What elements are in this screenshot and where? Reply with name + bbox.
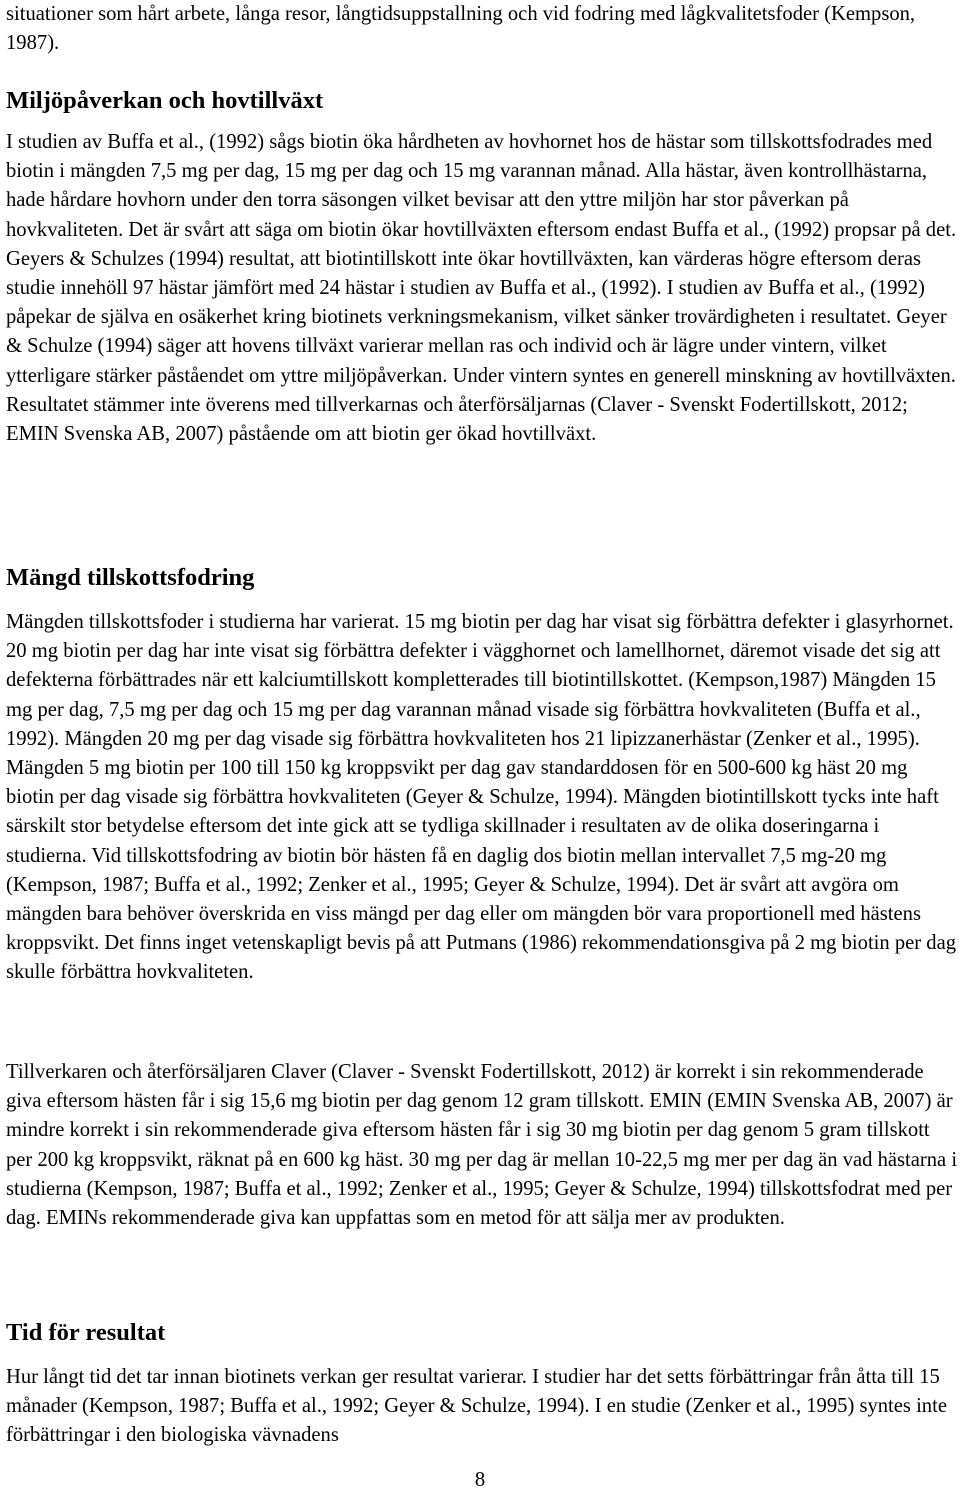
- section-heading-tid: Tid för resultat: [6, 1319, 166, 1346]
- intro-paragraph: situationer som hårt arbete, långa resor, långtidsuppstallning och vid fodring med lågkvalitetsfoder (Kempson, 1987).: [6, 3, 916, 55]
- section-heading-mangd: Mängd tillskottsfodring: [6, 564, 255, 591]
- paragraph-mangd-2: Tillverkaren och återförsäljaren Claver (Claver - Svenskt Fodertillskott, 2012) är korrekt i sin rekommenderade giva eftersom hästen får i sig 15,6 mg biotin per dag genom 12 gram tillskott. EMIN (EMIN Svenska AB, 2007) är mindre korrekt i sin rekommenderade giva eftersom hästen får i sig 30 mg biotin per dag genom 5 gram tillskott per 200 kg kroppsvikt, räknat på en 600 kg häst. 30 mg per dag är mellan 10-22,5 mg mer per dag än vad hästarna i studierna (Kempson, 1987; Buffa et al., 1992; Zenker et al., 1995; Geyer & Schulze, 1994) tillskottsfodrat med per dag. EMINs rekommenderade giva kan uppfattas som en metod för att sälja mer av produkten.: [6, 1061, 958, 1230]
- page-number: 8: [474, 1469, 486, 1491]
- section-heading-miljopaverkan: Miljöpåverkan och hovtillväxt: [6, 87, 324, 114]
- paragraph-mangd-1: Mängden tillskottsfoder i studierna har varierat. 15 mg biotin per dag har visat sig förbättra defekter i glasyrhornet. 20 mg biotin per dag har inte visat sig förbättra defekter i vägghornet och lamellhornet, däremot visade det sig att defekterna förbättrades när ett kalciumtillskott kompletterades till biotintillskottet. (Kempson,1987) Mängden 15 mg per dag, 7,5 mg per dag och 15 mg per dag varannan månad visade sig förbättra hovkvaliteten (Buffa et al., 1992). Mängden 20 mg per dag visade sig förbättra hovkvaliteten hos 21 lipizzanerhästar (Zenker et al., 1995). Mängden 5 mg biotin per 100 till 150 kg kroppsvikt per dag gav standarddosen för en 500-600 kg häst 20 mg biotin per dag visade sig förbättra hovkvaliteten (Geyer & Schulze, 1994). Mängden biotintillskott tycks inte haft särskilt stor betydelse eftersom det inte gick att se tydliga skillnader i resultaten av de olika doseringarna i studierna. Vid tillskottsfodring av biotin bör hästen få en daglig dos biotin mellan intervallet 7,5 mg-20 mg (Kempson, 1987; Buffa et al., 1992; Zenker et al., 1995; Geyer & Schulze, 1994). Det är svårt att avgöra om mängden bara behöver överskrida en viss mängd per dag eller om mängden bör vara proportionell med hästens kroppsvikt. Det finns inget vetenskapligt bevis på att Putmans (1986) rekommendationsgiva på 2 mg biotin per dag skulle förbättra hovkvaliteten.: [6, 611, 957, 984]
- paragraph-miljopaverkan: I studien av Buffa et al., (1992) sågs biotin öka hårdheten av hovhornet hos de hästar som tillskottsfodrades med biotin i mängden 7,5 mg per dag, 15 mg per dag och 15 mg varannan månad. Alla hästar, även kontrollhästarna, hade hårdare hovhorn under den torra säsongen vilket bevisar att den yttre miljön har stor påverkan på hovkvaliteten. Det är svårt att säga om biotin ökar hovtillväxten eftersom endast Buffa et al., (1992) propsar på det. Geyers & Schulzes (1994) resultat, att biotintillskott inte ökar hovtillväxten, kan värderas högre eftersom deras studie innehöll 97 hästar jämfört med 24 hästar i studien av Buffa et al., (1992). I studien av Buffa et al., (1992) påpekar de själva en osäkerhet kring biotinets verkningsmekanism, vilket sänker trovärdigheten i resultatet. Geyer & Schulze (1994) säger att hovens tillväxt varierar mellan ras och individ och är lägre under vintern, vilket ytterligare stärker påståendet om yttre miljöpåverkan. Under vintern syntes en generell minskning av hovtillväxten. Resultatet stämmer inte överens med tillverkarnas och återförsäljarnas (Claver - Svenskt Fodertillskott, 2012; EMIN Svenska AB, 2007) påstående om att biotin ger ökad hovtillväxt.: [6, 131, 957, 446]
- paragraph-tid: Hur långt tid det tar innan biotinets verkan ger resultat varierar. I studier har det setts förbättringar från åtta till 15 månader (Kempson, 1987; Buffa et al., 1992; Geyer & Schulze, 1994). I en studie (Zenker et al., 1995) syntes inte förbättringar i den biologiska vävnadens: [6, 1366, 947, 1447]
